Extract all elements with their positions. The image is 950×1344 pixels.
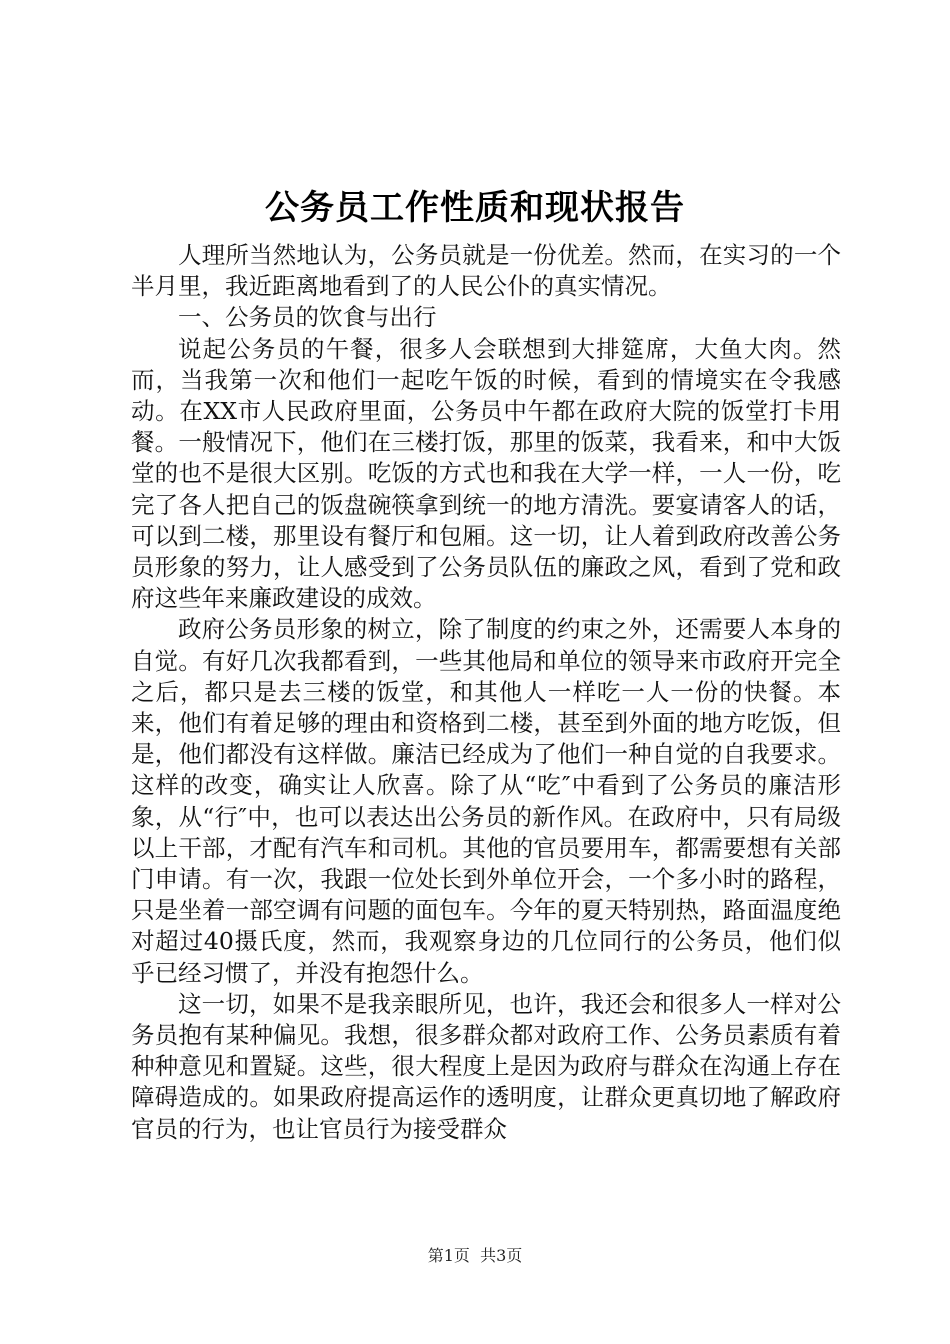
document-body [131, 240, 841, 1145]
page-number: 第1页 [427, 1246, 470, 1265]
document-title: 公务员工作性质和现状报告 [265, 188, 685, 228]
paragraph-image: 政府公务员形象的树立，除了制度的约束之外，还需要人本身的自觉。有好几次我都看到，一些其他局和单位的领导来市政府开完全之后，都只是去三楼的饭堂，和其他人一样吃一人一份的快餐。本来，他们有着足够的理由和资格到二楼，甚至到外面的地方吃饭，但是，他们都没有这样做。廉洁已经成为了他们一种自觉的自我要求。这样的改变，确实让人欣喜。除了从“吃″中看到了公务员的廉洁形象，从“行″中，也可以表达出公务员的新作风。在政府中，只有局级以上干部，才配有汽车和司机。其他的官员要用车，都需要想有关部门申请。有一次，我跟一位处长到外单位开会，一个多小时的路程，只是坐着一部空调有问题的面包车。今年的夏天特别热，路面温度绝对超过40摄氏度，然而，我观察身边的几位同行的公务员，他们似乎已经习惯了，并没有抱怨什么。 [131, 615, 841, 987]
page-footer [0, 1244, 950, 1268]
paragraph-conclusion: 这一切，如果不是我亲眼所见，也许，我还会和很多人一样对公务员抱有某种偏见。我想，很多群众都对政府工作、公务员素质有着种种意见和置疑。这些，很大程度上是因为政府与群众在沟通上存在障碍造成的。如果政府提高运作的透明度，让群众更真切地了解政府官员的行为，也让官员行为接受群众 [131, 989, 841, 1143]
paragraph-intro: 人理所当然地认为，公务员就是一份优差。然而，在实习的一个半月里，我近距离地看到了的人民公仆的真实情况。 [131, 241, 841, 301]
paragraph-lunch: 说起公务员的午餐，很多人会联想到大排筵席，大鱼大肉。然而，当我第一次和他们一起吃午饭的时候，看到的情境实在令我感动。在XX市人民政府里面，公务员中午都在政府大院的饭堂打卡用餐。一般情况下，他们在三楼打饭，那里的饭菜，我看来，和中大饭堂的也不是很大区别。吃饭的方式也和我在大学一样，一人一份，吃完了各人把自己的饭盘碗筷拿到统一的地方清洗。要宴请客人的话，可以到二楼，那里设有餐厅和包厢。这一切，让人着到政府改善公务员形象的努力，让人感受到了公务员队伍的廉政之风，看到了党和政府这些年来廉政建设的成效。 [131, 334, 841, 613]
section-heading: 一、公务员的饮食与出行 [178, 303, 437, 332]
page-total: 共3页 [480, 1246, 523, 1265]
